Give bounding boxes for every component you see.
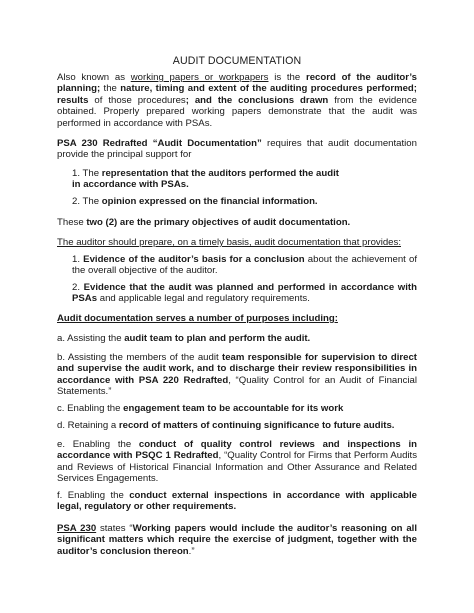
prepare-paragraph (57, 237, 427, 248)
intro-text: from the evidence obtained. Properly prepared working papers demonstrate that the audit was performed in accordance with PSAs. (57, 94, 417, 129)
purpose-a (57, 333, 417, 344)
intro-bold-text: ; and the conclusions drawn (185, 94, 329, 106)
objectives-text: These (57, 217, 87, 228)
purpose-text: b. Assisting the members of the audit (57, 352, 223, 363)
list-bold-text: Evidence that the audit was planned and performed in accordance with PSAs (72, 282, 417, 305)
purpose-b (57, 352, 417, 398)
list-text: The (82, 196, 102, 207)
purpose-text: e. Enabling the (57, 439, 139, 450)
closing-paragraph (57, 523, 417, 557)
list2-item-2 (72, 282, 417, 305)
purpose-c (57, 403, 417, 414)
purpose-bold-text: record of matters of continuing significance to future audits. (118, 420, 395, 431)
purpose-text: , “Quality Control for an Audit of Financial Statements.” (57, 374, 418, 398)
purpose-text: c. Enabling the (57, 403, 124, 414)
purpose-bold-text: audit team to plan and perform the audit. (124, 333, 311, 344)
purpose-bold-text: conduct of quality control reviews and inspections in accordance with PSQC 1 Redrafted (57, 439, 417, 462)
list1-item-1 (72, 168, 417, 191)
list2-item-1 (72, 254, 417, 277)
list-bold-text: representation that the auditors performed the audit (101, 168, 339, 179)
list-text: The (82, 168, 102, 179)
purpose-d (57, 420, 422, 431)
list-number: 2. (72, 196, 81, 207)
purpose-f (57, 490, 417, 513)
intro-underlined-term: working papers or workpapers (130, 72, 269, 83)
list-text: and applicable legal and regulatory requirements. (97, 293, 310, 305)
closing-standard-ref: PSA 230 (57, 523, 97, 534)
closing-bold-quote: Working papers would include the auditor’s reasoning on all significant matters which require the exercise of judgment, together with the auditor’s conclusion thereon (57, 523, 417, 557)
purpose-text: a. Assisting the (57, 333, 125, 344)
list-number: 2. (72, 282, 81, 293)
list-bold-text: Evidence of the auditor’s basis for a conclusion (83, 254, 305, 265)
purpose-text: f. Enabling the (57, 490, 130, 501)
psa230-paragraph (57, 138, 417, 161)
purpose-text: , “Quality Control for Firms that Perform Audits and Reviews of Historical Financial Information and Other Assurance and Related Services Engagements. (57, 450, 417, 485)
list1-item-2 (72, 196, 417, 207)
list-text: about the achievement of the overall objective of the auditor. (72, 254, 417, 277)
purpose-bold-text: engagement team to be accountable for its work (123, 403, 344, 414)
purpose-bold-text: conduct external inspections in accordance with applicable legal, regulatory or other requirements. (57, 490, 417, 513)
purposes-heading-text: Audit documentation serves a number of purposes including: (57, 313, 338, 324)
psa230-text: requires that audit documentation provide the principal support for (57, 138, 417, 161)
closing-text: states “ (96, 523, 133, 534)
document-title: AUDIT DOCUMENTATION (172, 55, 302, 67)
intro-bold-text: record of the auditor’s planning; (57, 72, 417, 95)
intro-text: of those procedures (88, 94, 186, 106)
intro-paragraph (57, 72, 417, 129)
intro-text: the (100, 83, 121, 95)
closing-text: .” (188, 545, 195, 557)
objectives-bold-text: two (2) are the primary objectives of audit documentation. (86, 217, 351, 228)
intro-bold-text: nature, timing and extent of the auditing procedures performed; results (57, 83, 417, 106)
objectives-paragraph (57, 217, 417, 228)
purpose-e (57, 439, 417, 485)
list-number: 1. (72, 254, 81, 265)
prepare-underlined-text: The auditor should prepare, on a timely basis, audit documentation that provides: (57, 237, 401, 248)
purposes-heading (57, 313, 417, 324)
list-number: 1. (72, 168, 81, 179)
purpose-text: d. Retaining a (57, 420, 119, 431)
list-bold-text: opinion expressed on the financial information. (101, 196, 318, 207)
purpose-bold-text: team responsible for supervision to direct and supervise the audit work, and to discharge their review responsibilities in accordance with PSA 220 Redrafted (57, 352, 417, 386)
intro-text: is the (268, 72, 306, 83)
intro-text: Also known as (57, 72, 131, 83)
list-bold-text: in accordance with PSAs. (72, 179, 189, 191)
psa230-standard-name: PSA 230 Redrafted “Audit Documentation” (57, 138, 262, 149)
